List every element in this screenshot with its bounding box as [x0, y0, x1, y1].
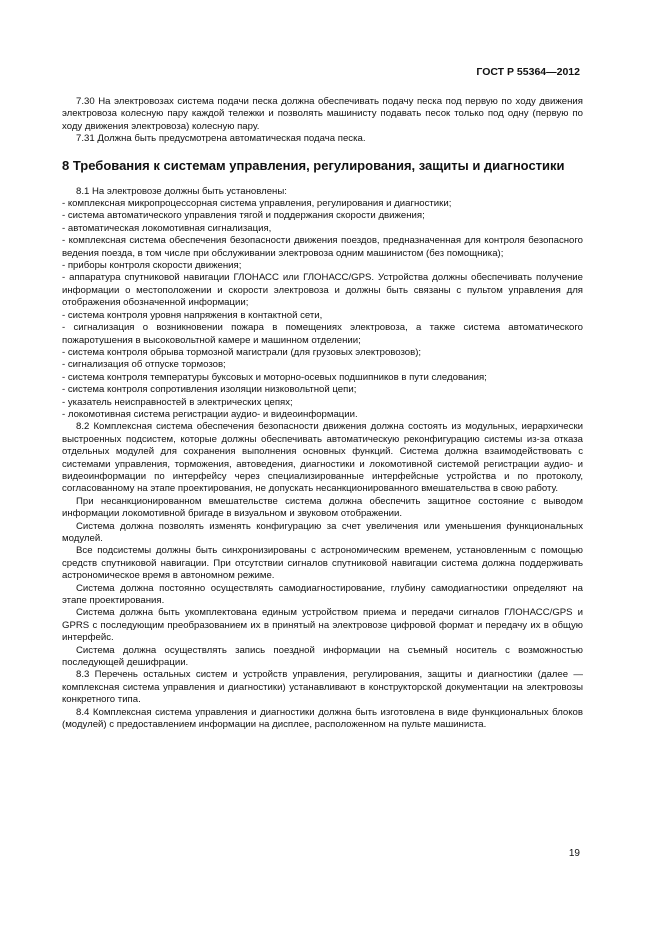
- paragraph: Система должна осуществлять запись поездной информации на съемный носитель с возможностью последующей дешифрации.: [62, 644, 583, 669]
- paragraph-7-30: 7.30 На электровозах система подачи песка должна обеспечивать подачу песка под первую по ходу движения электровоза колесную пару каждой тележки и позволять машинисту подавать песок только под одну (первую по ходу движения электровоза) колесную пару.: [62, 96, 583, 132]
- paragraph-8-4: 8.4 Комплексная система управления и диагностики должна быть изготовлена в виде функциональных блоков (модулей) с предоставлением информации на дисплее, расположенном на пульте машиниста.: [62, 706, 583, 731]
- list-item: - указатель неисправностей в электрических цепях;: [62, 396, 293, 408]
- list-item: - система контроля сопротивления изоляции низковольтной цепи;: [62, 384, 357, 396]
- list-item: - аппаратура спутниковой навигации ГЛОНАСС или ГЛОНАСС/GPS. Устройства должны обеспечивать получение информации о местоположении и скорости электровоза и должны быть связаны с пультом управления для отображения обозначенной информации;: [62, 272, 583, 309]
- paragraph: Система должна позволять изменять конфигурацию за счет увеличения или уменьшения функциональных модулей.: [62, 520, 583, 544]
- document-body: [62, 96, 583, 732]
- list-item: - комплексная микропроцессорная система управления, регулирования и диагностики;: [62, 198, 452, 210]
- list-item: - сигнализация о возникновении пожара в помещениях электровоза, а также система автоматического пожаротушения в высоковольтной камере и машинном отделении;: [62, 322, 583, 346]
- list-item: - приборы контроля скорости движения;: [62, 260, 242, 272]
- paragraph: Система должна быть укомплектована единым устройством приема и передачи сигналов ГЛОНАСС/GPS и GPRS с последующим преобразованием их в принятый на электровозе цифровой формат и передачу их в общую интерфейс.: [62, 607, 583, 644]
- paragraph-7-31: 7.31 Должна быть предусмотрена автоматическая подача песка.: [76, 133, 366, 145]
- paragraph-8-1-intro: 8.1 На электровозе должны быть установлены:: [76, 185, 287, 197]
- list-item: - автоматическая локомотивная сигнализация,: [62, 222, 272, 234]
- paragraph: При несанкционированном вмешательстве система должна обеспечить защитное состояние с выводом информации локомотивной бригаде в визуальном и звуковом отображении.: [62, 495, 583, 520]
- paragraph: Все подсистемы должны быть синхронизированы с астрономическим временем, установленным с помощью средств спутниковой навигации. При отсутствии сигналов спутниковой навигации система должна поддерживать астрономическое время в автономном режиме.: [62, 545, 583, 582]
- list-item: - комплексная система обеспечения безопасности движения поездов, предназначенная для контроля безопасного ведения поезда, в том числе при обслуживании электровоза одним машинистом (без помощника);: [62, 235, 583, 259]
- list-item: - система контроля уровня напряжения в контактной сети,: [62, 309, 323, 321]
- list-item: - система контроля обрыва тормозной магистрали (для грузовых электровозов);: [62, 346, 422, 358]
- page-number: 19: [568, 848, 580, 859]
- list-item: - система автоматического управления тягой и поддержания скорости движения;: [62, 210, 425, 222]
- document-standard-header: ГОСТ Р 55364—2012: [476, 66, 580, 78]
- paragraph: Система должна постоянно осуществлять самодиагностирование, глубину самодиагностики определяют на этапе проектирования.: [62, 582, 583, 607]
- list-item: - локомотивная система регистрации аудио- и видеоинформации.: [62, 408, 358, 420]
- list-item: - сигнализация об отпуске тормозов;: [62, 359, 226, 371]
- section-8-title: 8 Требования к системам управления, регулирования, защиты и диагностики: [62, 157, 565, 173]
- paragraph-8-2: 8.2 Комплексная система обеспечения безопасности движения должна состоять из модульных, иерархически выстроенных подсистем, которые должны обеспечивать автоматическую реконфигурацию системы из-за отказа отдельных модулей для сохранения выполнения основных функций. Система должна взаимодействовать с системами управления, торможения, автоведения, диагностики и локомотивной системой регистрации аудио- и видеоинформации по интерфейсу через специализированные интерфейсные устройства и по протоколу, согласованному на этапе проектирования, не допускать несанкционированного вмешательства в свою работу.: [62, 421, 583, 495]
- list-item: - система контроля температуры буксовых и моторно-осевых подшипников в пути следования;: [62, 371, 487, 383]
- paragraph-8-3: 8.3 Перечень остальных систем и устройств управления, регулирования, защиты и диагностики (далее — комплексная система управления и диагностики) устанавливают в конструкторской документации на электровозы конкретного типа.: [62, 669, 583, 706]
